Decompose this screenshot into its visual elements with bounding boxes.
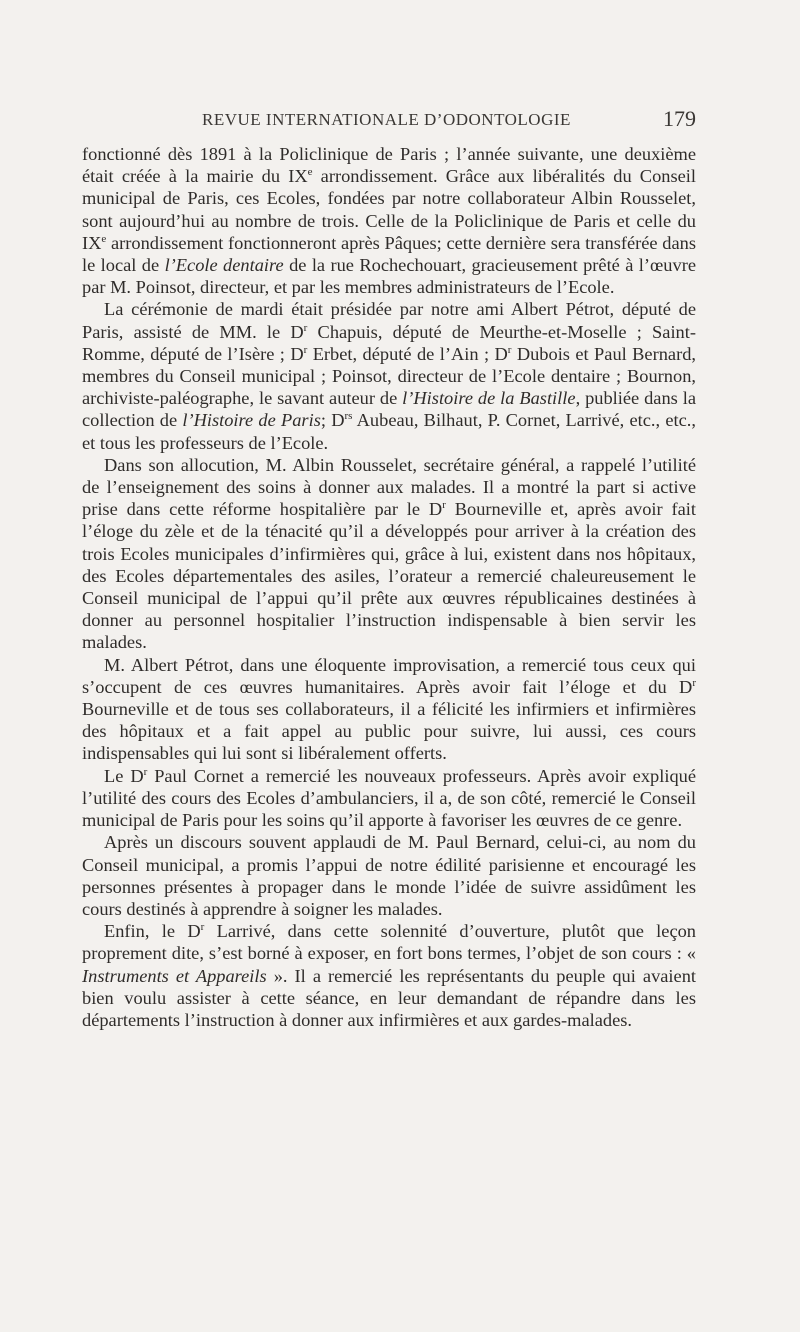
italic-text: l’Ecole dentaire [164,255,284,276]
italic-text: l’Histoire de la Bastille [402,388,576,409]
italic-text: Instruments et Appareils [82,965,267,986]
superscript: e [101,232,107,245]
text-run: Bourneville et, après avoir fait l’éloge du zèle et de la ténacité qu’il a développés pour arriver à la création des trois Ecoles municipales d’infirmières qui, grâce à lui, existent dans nos hôpitaux, des Ecoles départementales des asiles, l’orateur a remercié chaleureusement le Conseil municipal de l’appui qu’il prête aux œuvres républicaines destinées à donner au personnel hospitalier l’instruction indispensable à bien servir les malades. [82,499,696,653]
text-run: arrondissement fonctionneront après Pâques; cette dernière sera transférée dans le local de [82,232,696,276]
superscript: r [303,321,308,334]
superscript: e [307,166,313,179]
paragraph [82,765,696,832]
text-run: Enfin, le D [104,921,201,942]
text-run: , publiée dans la collection de [82,388,696,431]
text-run: La cérémonie de mardi était présidée par notre ami Albert Pétrot, député de Paris, assisté de MM. le D [82,299,696,342]
superscript: rs [344,410,353,423]
text-run: Chapuis, député de Meurthe-et-Moselle ; Saint-Romme, député de l’Isère ; D [82,321,696,364]
superscript: r [143,765,148,778]
superscript: r [200,920,205,933]
text-run: ». Il a remercié les représentants du peuple qui avaient bien voulu assister à cette séance, en leur demandant de répandre dans les départements l’instruction à donner aux infirmières et aux gardes-malades. [82,965,696,1030]
text-run: arrondissement. Grâce aux libéralités du Conseil municipal de Paris, ces Ecoles, fondées par notre collaborateur Albin Rousselet, sont aujourd’hui au nombre de trois. Celle de la Policlinique de Paris et celle du IX [82,166,696,253]
text-run: Dans son allocution, M. Albin Rousselet, secrétaire général, a rappelé l’utilité de l’enseignement des soins à donner aux malades. Il a montré la part si active prise dans cette réforme hospitalière par le D [82,454,696,520]
text-run: Aubeau, Bilhaut, P. Cornet, Larrivé, etc., etc., et tous les professeurs de l’Ecole. [82,410,696,453]
italic-text: l’Histoire de Paris [182,410,321,431]
running-header [82,106,696,138]
text-run: Paul Cornet a remercié les nouveaux professeurs. Après avoir expliqué l’utilité des cours des Ecoles d’ambulanciers, il a, de son côté, remercié le Conseil municipal de Paris pour les soins qu’il apporte à favoriser les œuvres de ce genre. [82,765,697,831]
text-run: fonctionné dès 1891 à la Policlinique de Paris ; l’année suivante, une deuxième était créée à la mairie du IX [82,144,696,187]
text-run: Dubois et Paul Bernard, membres du Conseil municipal ; Poinsot, directeur de l’Ecole dentaire ; Bournon, archiviste-paléographe, le savant auteur de [82,343,696,409]
paragraph [82,298,696,453]
paragraph [82,454,696,654]
text-run: Erbet, député de l’Ain ; D [307,343,508,364]
paragraph [82,831,696,920]
running-title: REVUE INTERNATIONALE D’ODONTOLOGIE [202,110,571,129]
text-run: Bourneville et de tous ses collaborateurs, il a félicité les infirmiers et infirmières des hôpitaux et a fait appel au public pour suivre, lui aussi, ces cours indispensables qui lui sont si libéralement offerts. [82,699,696,764]
text-run: Larrivé, dans cette solennité d’ouverture, plutôt que leçon proprement dite, s’est borné à exposer, en fort bons termes, l’objet de son cours : « [82,921,696,964]
superscript: r [442,499,446,512]
superscript: r [692,676,696,689]
paragraph [82,920,696,1031]
text-run: Après un discours souvent applaudi de M. Paul Bernard, celui-ci, au nom du Conseil municipal, a promis l’appui de notre édilité parisienne et encouragé les personnes présentes à propager dans le monde l’idée de suivre assidûment les cours destinés à apprendre à soigner les malades. [82,832,696,919]
paragraph [82,143,696,298]
text-run: Le D [104,765,144,786]
superscript: r [303,343,308,356]
text-run: de la rue Rochechouart, gracieusement prêté à l’œuvre par M. Poinsot, directeur, et par les membres administrateurs de l’Ecole. [82,255,696,298]
page-number: 179 [663,106,696,131]
text-run: M. Albert Pétrot, dans une éloquente improvisation, a remercié tous ceux qui s’occupent de ces œuvres humanitaires. Après avoir fait l’éloge et du D [82,654,696,697]
article-body [82,143,696,1031]
text-run: ; D [320,410,345,431]
paragraph [82,654,696,765]
superscript: r [507,343,512,356]
